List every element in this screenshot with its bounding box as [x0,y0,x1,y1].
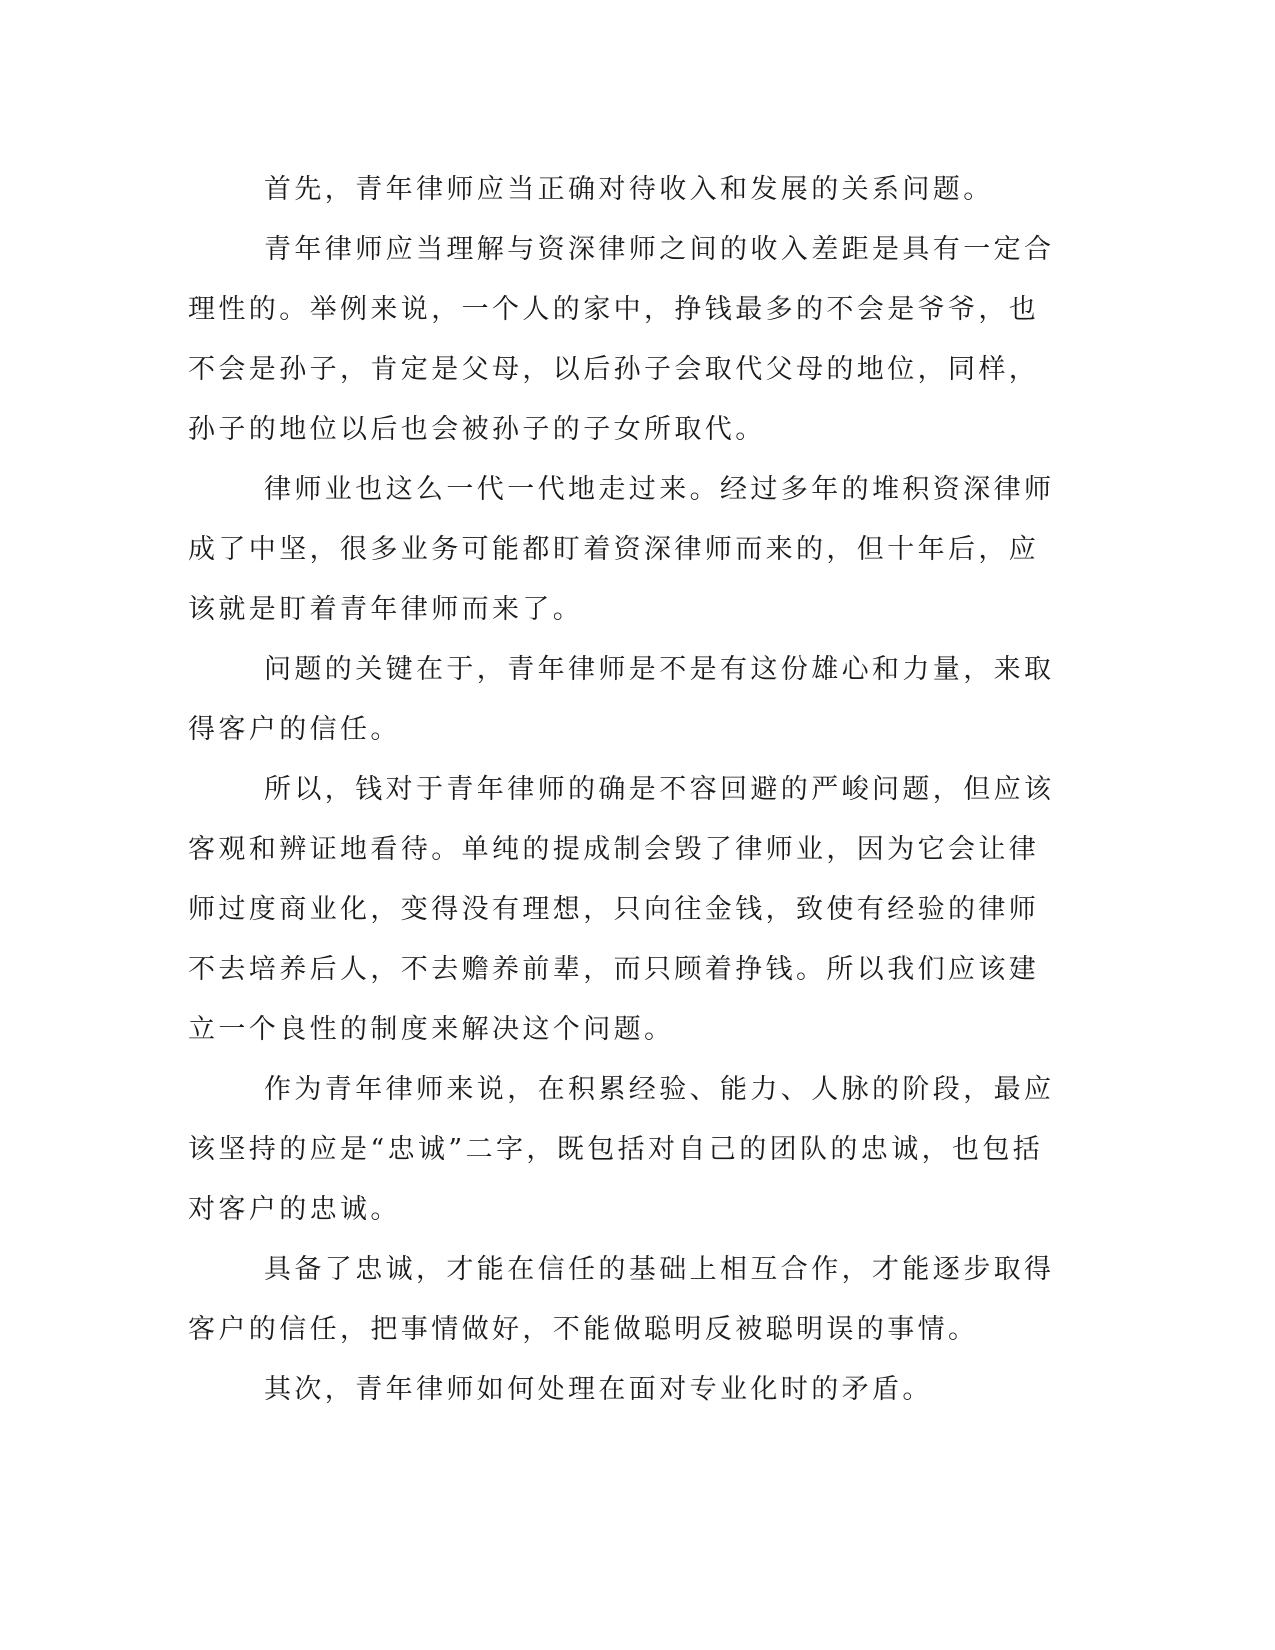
document-body [188,160,1068,1420]
paragraph: 具备了忠诚，才能在信任的基础上相互合作，才能逐步取得客户的信任，把事情做好，不能做聪明反被聪明误的事情。 [188,1254,1055,1345]
paragraph: 首先，青年律师应当正确对待收入和发展的关系问题。 [264,174,994,205]
paragraph: 青年律师应当理解与资深律师之间的收入差距是具有一定合理性的。举例来说，一个人的家中，挣钱最多的不会是爷爷，也不会是孙子，肯定是父母，以后孙子会取代父母的地位，同样，孙子的地位以后也会被孙子的子女所取代。 [188,234,1055,445]
paragraph: 所以，钱对于青年律师的确是不容回避的严峻问题，但应该客观和辨证地看待。单纯的提成制会毁了律师业，因为它会让律师过度商业化，变得没有理想，只向往金钱，致使有经验的律师不去培养后人，不去赡养前辈，而只顾着挣钱。所以我们应该建立一个良性的制度来解决这个问题。 [188,774,1055,1045]
paragraph: 律师业也这么一代一代地走过来。经过多年的堆积资深律师成了中坚，很多业务可能都盯着资深律师而来的，但十年后，应该就是盯着青年律师而来了。 [188,474,1055,625]
paragraph: 作为青年律师来说，在积累经验、能力、人脉的阶段，最应该坚持的应是“忠诚”二字，既包括对自己的团队的忠诚，也包括对客户的忠诚。 [188,1074,1055,1225]
paragraph: 问题的关键在于，青年律师是不是有这份雄心和力量，来取得客户的信任。 [188,654,1055,745]
paragraph: 其次，青年律师如何处理在面对专业化时的矛盾。 [264,1374,933,1405]
